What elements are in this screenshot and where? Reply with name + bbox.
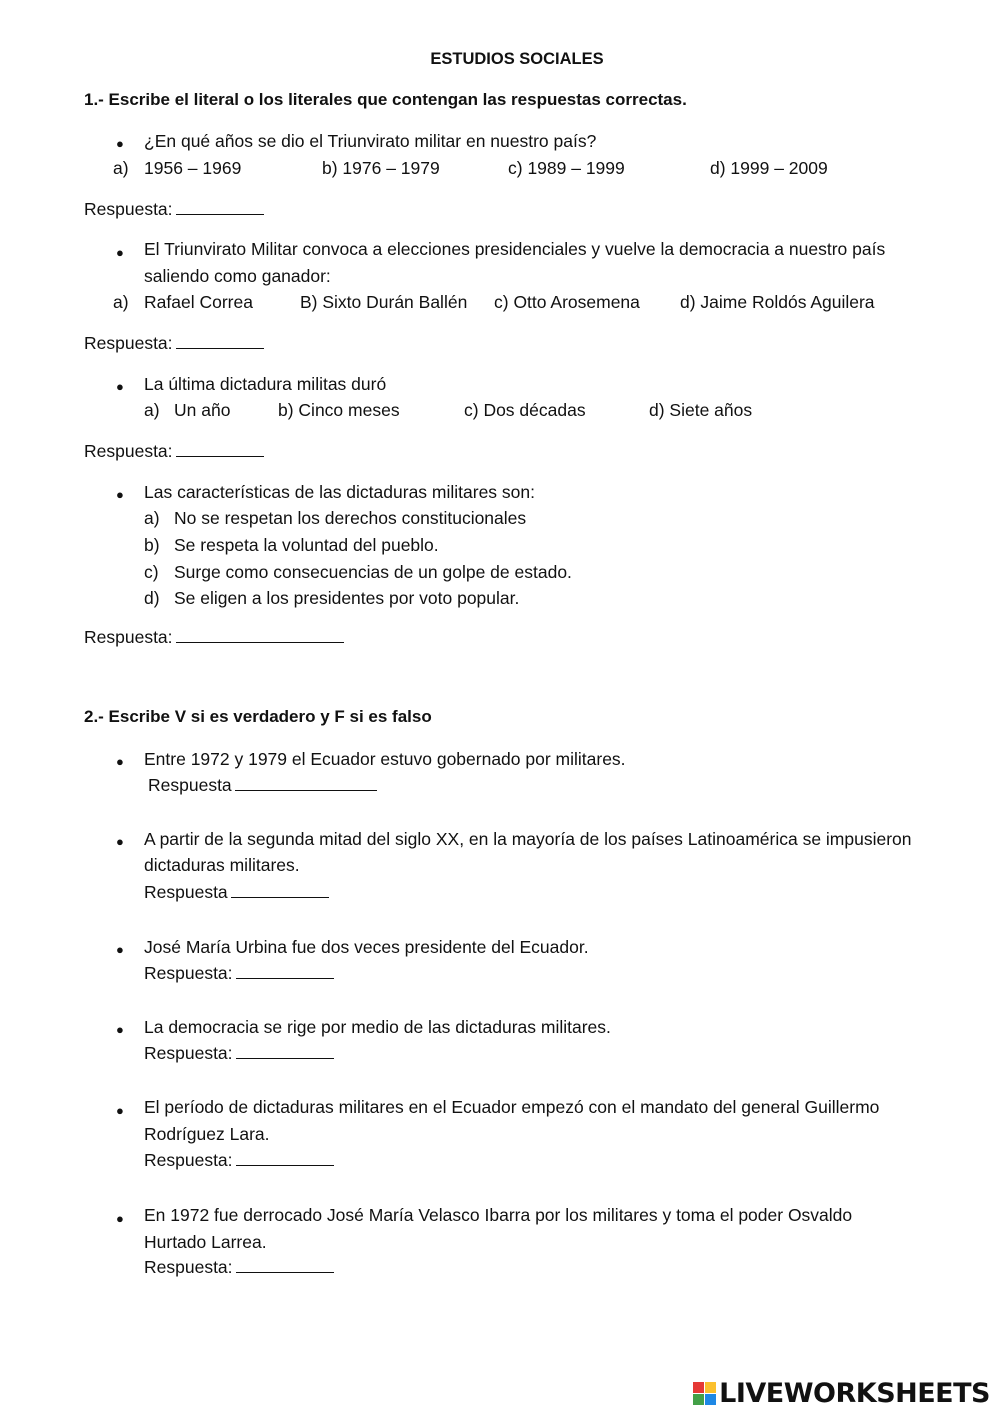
question-text: La última dictadura militas duró <box>144 374 387 394</box>
option-a: No se respetan los derechos constitucionales <box>174 508 527 528</box>
bullet-icon: ● <box>116 1211 124 1226</box>
answer-label: Respuesta: <box>144 1043 233 1063</box>
answer-blank[interactable] <box>235 775 377 791</box>
option-d: d) 1999 – 2009 <box>710 158 828 178</box>
option-letter: a) <box>144 400 160 420</box>
statement-text: Rodríguez Lara. <box>144 1124 270 1144</box>
option-c: Surge como consecuencias de un golpe de estado. <box>174 562 572 582</box>
answer-blank[interactable] <box>236 1043 334 1059</box>
answer-label: Respuesta: <box>144 963 233 983</box>
question-text: saliendo como ganador: <box>144 266 331 286</box>
answer-field[interactable] <box>144 1257 334 1278</box>
option-c: c) Dos décadas <box>464 400 586 420</box>
question-text: Las características de las dictaduras militares son: <box>144 482 535 502</box>
bullet-icon: ● <box>116 942 124 957</box>
answer-blank[interactable] <box>236 963 334 979</box>
answer-field[interactable] <box>84 199 264 220</box>
statement-text: José María Urbina fue dos veces presidente del Ecuador. <box>144 937 589 957</box>
section1-heading: 1.- Escribe el literal o los literales que contengan las respuestas correctas. <box>84 90 687 109</box>
option-c: c) Otto Arosemena <box>494 292 640 312</box>
option-letter: c) <box>144 562 159 582</box>
bullet-icon: ● <box>116 754 124 769</box>
page-title: ESTUDIOS SOCIALES <box>430 50 604 68</box>
answer-blank[interactable] <box>236 1150 334 1166</box>
option-a: 1956 – 1969 <box>144 158 242 178</box>
answer-field[interactable] <box>144 882 329 903</box>
option-b: b) 1976 – 1979 <box>322 158 440 178</box>
option-d: Se eligen a los presidentes por voto popular. <box>174 588 520 608</box>
statement-text: Hurtado Larrea. <box>144 1232 267 1252</box>
option-b: b) Cinco meses <box>278 400 400 420</box>
statement-text: A partir de la segunda mitad del siglo XX, en la mayoría de los países Latinoamérica se impusieron <box>144 829 912 849</box>
answer-field[interactable] <box>84 627 344 648</box>
answer-field[interactable] <box>144 1043 334 1064</box>
question-text: ¿En qué años se dio el Triunvirato militar en nuestro país? <box>144 131 597 151</box>
option-d: d) Jaime Roldós Aguilera <box>680 292 875 312</box>
bullet-icon: ● <box>116 379 124 394</box>
option-b: B) Sixto Durán Ballén <box>300 292 468 312</box>
bullet-icon: ● <box>116 136 124 151</box>
answer-label: Respuesta: <box>144 1150 233 1170</box>
logo-mark-icon <box>693 1382 716 1405</box>
answer-field[interactable] <box>84 333 264 354</box>
bullet-icon: ● <box>116 1103 124 1118</box>
bullet-icon: ● <box>116 1022 124 1037</box>
option-letter: a) <box>113 158 129 178</box>
answer-field[interactable] <box>144 1150 334 1171</box>
answer-blank[interactable] <box>176 333 264 349</box>
statement-text: En 1972 fue derrocado José María Velasco Ibarra por los militares y toma el poder Osvaldo <box>144 1205 853 1225</box>
statement-text: El período de dictaduras militares en el Ecuador empezó con el mandato del general Guillermo <box>144 1097 880 1117</box>
answer-label: Respuesta <box>148 775 232 795</box>
option-letter: b) <box>144 535 160 555</box>
statement-text: La democracia se rige por medio de las dictaduras militares. <box>144 1017 611 1037</box>
option-d: d) Siete años <box>649 400 753 420</box>
answer-label: Respuesta: <box>84 441 173 461</box>
answer-blank[interactable] <box>236 1257 334 1273</box>
answer-field[interactable] <box>148 775 377 796</box>
statement-text: Entre 1972 y 1979 el Ecuador estuvo gobernado por militares. <box>144 749 626 769</box>
answer-blank[interactable] <box>231 882 329 898</box>
liveworksheets-logo <box>693 1378 990 1409</box>
answer-label: Respuesta: <box>84 199 173 219</box>
logo-text: LIVEWORKSHEETS <box>719 1378 990 1409</box>
option-letter: a) <box>113 292 129 312</box>
answer-label: Respuesta <box>144 882 228 902</box>
answer-blank[interactable] <box>176 627 344 643</box>
option-c: c) 1989 – 1999 <box>508 158 625 178</box>
bullet-icon: ● <box>116 487 124 502</box>
answer-blank[interactable] <box>176 441 264 457</box>
question-text: El Triunvirato Militar convoca a elecciones presidenciales y vuelve la democracia a nuestro país <box>144 239 886 259</box>
option-a: Rafael Correa <box>144 292 253 312</box>
answer-blank[interactable] <box>176 199 264 215</box>
bullet-icon: ● <box>116 245 124 260</box>
statement-text: dictaduras militares. <box>144 855 300 875</box>
section2-heading: 2.- Escribe V si es verdadero y F si es falso <box>84 707 432 726</box>
option-b: Se respeta la voluntad del pueblo. <box>174 535 439 555</box>
option-letter: d) <box>144 588 160 608</box>
answer-label: Respuesta: <box>144 1257 233 1277</box>
answer-label: Respuesta: <box>84 627 173 647</box>
answer-field[interactable] <box>144 963 334 984</box>
bullet-icon: ● <box>116 834 124 849</box>
option-letter: a) <box>144 508 160 528</box>
answer-label: Respuesta: <box>84 333 173 353</box>
option-a: Un año <box>174 400 231 420</box>
answer-field[interactable] <box>84 441 264 462</box>
